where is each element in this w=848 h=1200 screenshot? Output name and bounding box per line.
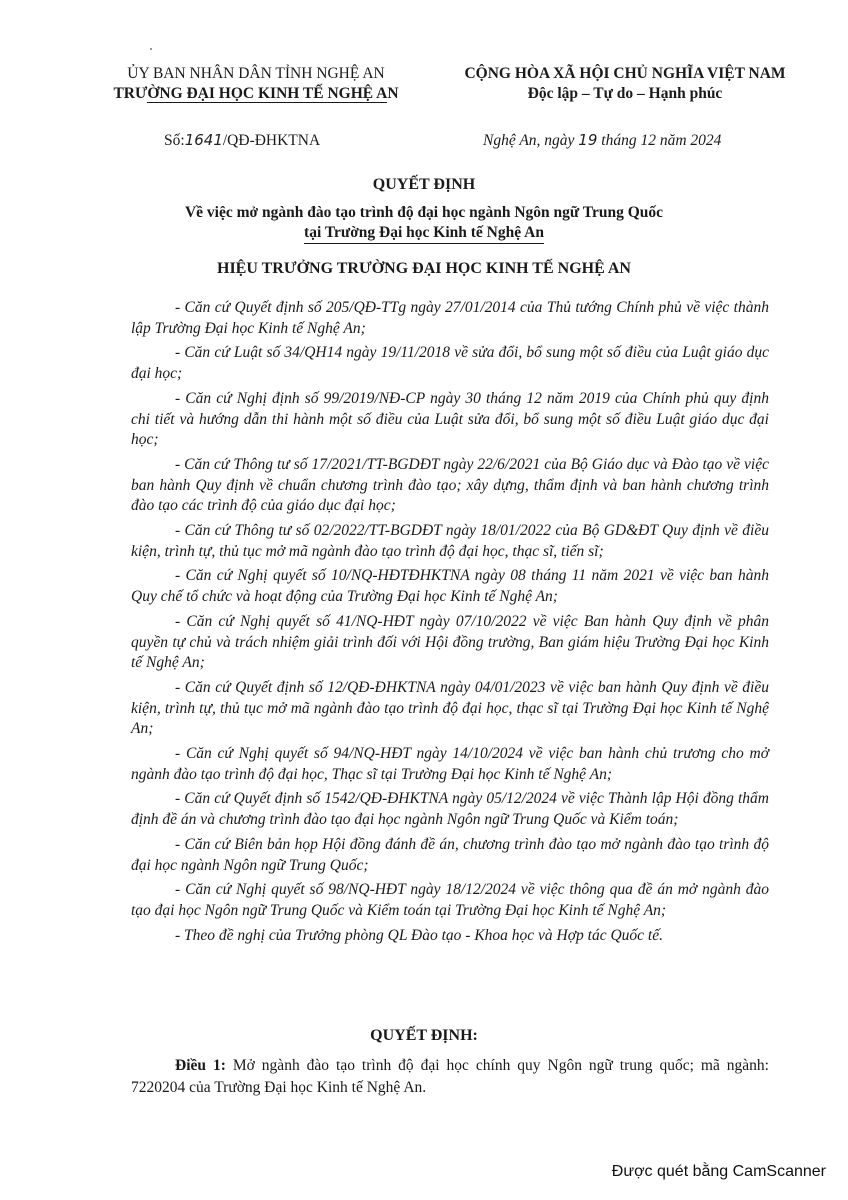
- document-number: [164, 131, 320, 150]
- legal-basis-item: - Căn cứ Nghị quyết số 41/NQ-HĐT ngày 07/10/2022 về việc Ban hành Quy định về phân quyền tự chủ và trách nhiệm giải trình đối với Hội đồng trường, Ban giám hiệu Trường Đại học Kinh tế Nghệ An;: [131, 612, 769, 672]
- issuer-line-1: ỦY BAN NHÂN DÂN TỈNH NGHỆ AN: [127, 65, 385, 82]
- date-suffix: tháng 12 năm 2024: [597, 132, 722, 149]
- article-1-label: Điều 1:: [175, 1057, 226, 1074]
- subject-line-2: tại Trường Đại học Kinh tế Nghệ An: [304, 223, 544, 244]
- issuer-header: [66, 64, 446, 104]
- document-subject: [60, 203, 788, 244]
- legal-basis-item: - Căn cứ Luật số 34/QH14 ngày 19/11/2018 về sửa đổi, bổ sung một số điều của Luật giáo dục đại học;: [131, 344, 769, 383]
- date-prefix: Nghệ An, ngày: [483, 132, 579, 149]
- article-1-text: Mở ngành đào tạo trình độ đại học chính quy Ngôn ngữ trung quốc; mã ngành: 7220204 của Trường Đại học Kinh tế Nghệ An.: [131, 1057, 769, 1096]
- issuer-line-2-underlined: ỜNG ĐẠI HỌC KINH TẾ NGHỆ A: [147, 85, 388, 102]
- issuer-line-2-start: TRƯ: [113, 85, 148, 102]
- legal-basis-item: - Căn cứ Biên bản họp Hội đồng đánh đề án, chương trình đào tạo mở ngành đào tạo trình độ đại học ngành Ngôn ngữ Trung Quốc;: [131, 835, 769, 874]
- document-date: [483, 131, 721, 150]
- legal-bases: [131, 298, 769, 946]
- number-handwritten: 1641: [184, 131, 223, 149]
- legal-basis-item: - Căn cứ Thông tư số 02/2022/TT-BGDĐT ngày 18/01/2022 của Bộ GD&ĐT Quy định về điều kiện, trình tự, thủ tục mở mã ngành đào tạo trình độ đại học, thạc sĩ, tiến sĩ;: [131, 522, 769, 560]
- scan-speck: [150, 48, 152, 50]
- number-prefix: Số:: [164, 132, 185, 149]
- legal-basis-item: - Căn cứ Nghị quyết số 10/NQ-HĐTĐHKTNA ngày 08 tháng 11 năm 2021 về việc ban hành Quy chế tổ chức và hoạt động của Trường Đại học Kinh tế Nghệ An;: [131, 567, 769, 606]
- national-name: CỘNG HÒA XÃ HỘI CHỦ NGHĨA VIỆT NAM: [464, 65, 786, 82]
- legal-basis-item: - Theo đề nghị của Trưởng phòng QL Đào tạo - Khoa học và Hợp tác Quốc tế.: [175, 926, 663, 944]
- issuer-line-2: [66, 84, 446, 104]
- legal-basis-item: - Căn cứ Quyết định số 205/QĐ-TTg ngày 27/01/2014 của Thủ tướng Chính phủ về việc thành lập Trường Đại học Kinh tế Nghệ An;: [131, 299, 769, 337]
- document-title: QUYẾT ĐỊNH: [372, 176, 476, 193]
- article-1: [131, 1055, 769, 1099]
- legal-basis-item: - Căn cứ Nghị quyết số 98/NQ-HĐT ngày 18/12/2024 về việc thông qua đề án mở ngành đào tạo đại học Ngôn ngữ Trung Quốc và Kiểm toán tại Trường Đại học Kinh tế Nghệ An;: [131, 881, 769, 919]
- scanner-watermark: Được quét bằng CamScanner: [611, 1163, 826, 1180]
- national-motto: Độc lập – Tự do – Hạnh phúc: [527, 85, 723, 102]
- legal-basis-item: - Căn cứ Quyết định số 1542/QĐ-ĐHKTNA ngày 05/12/2024 về việc Thành lập Hội đồng thẩm định đề án và chương trình đào tạo đại học ngành Ngôn ngữ Trung Quốc và Kiểm toán;: [131, 790, 769, 829]
- decision-heading: QUYẾT ĐỊNH:: [370, 1027, 478, 1044]
- issuing-authority: HIỆU TRƯỞNG TRƯỜNG ĐẠI HỌC KINH TẾ NGHỆ AN: [217, 260, 631, 277]
- legal-basis-item: - Căn cứ Thông tư số 17/2021/TT-BGDĐT ngày 22/6/2021 của Bộ Giáo dục và Đào tạo về việc ban hành Quy định về chuẩn chương trình đào tạo; xây dựng, thẩm định và ban hành chương trình đào tạo các trình độ của giáo dục đại học;: [131, 455, 769, 515]
- legal-basis-item: - Căn cứ Nghị quyết số 94/NQ-HĐT ngày 14/10/2024 về việc ban hành chủ trương cho mở ngành đào tạo trình độ đại học, Thạc sĩ tại Trường Đại học Kinh tế Nghệ An;: [131, 745, 769, 783]
- date-day-handwritten: 19: [578, 131, 598, 149]
- legal-basis-item: - Căn cứ Nghị định số 99/2019/NĐ-CP ngày 30 tháng 12 năm 2019 của Chính phủ quy định chi tiết và hướng dẫn thi hành một số điều của Luật sửa đổi, bổ sung một số điều Luật giáo dục đại học;: [131, 389, 769, 449]
- number-suffix: /QĐ-ĐHKTNA: [222, 132, 321, 149]
- national-header: [420, 64, 830, 104]
- subject-line-1: Về việc mở ngành đào tạo trình độ đại học ngành Ngôn ngữ Trung Quốc: [184, 204, 664, 221]
- issuer-line-2-end: N: [387, 85, 399, 102]
- legal-basis-item: - Căn cứ Quyết định số 12/QĐ-ĐHKTNA ngày 04/01/2023 về việc ban hành Quy định về điều kiện, trình tự, thủ tục mở mã ngành đào tạo trình độ đại học, thạc sĩ tại Trường Đại học Kinh tế Nghệ An;: [131, 678, 769, 738]
